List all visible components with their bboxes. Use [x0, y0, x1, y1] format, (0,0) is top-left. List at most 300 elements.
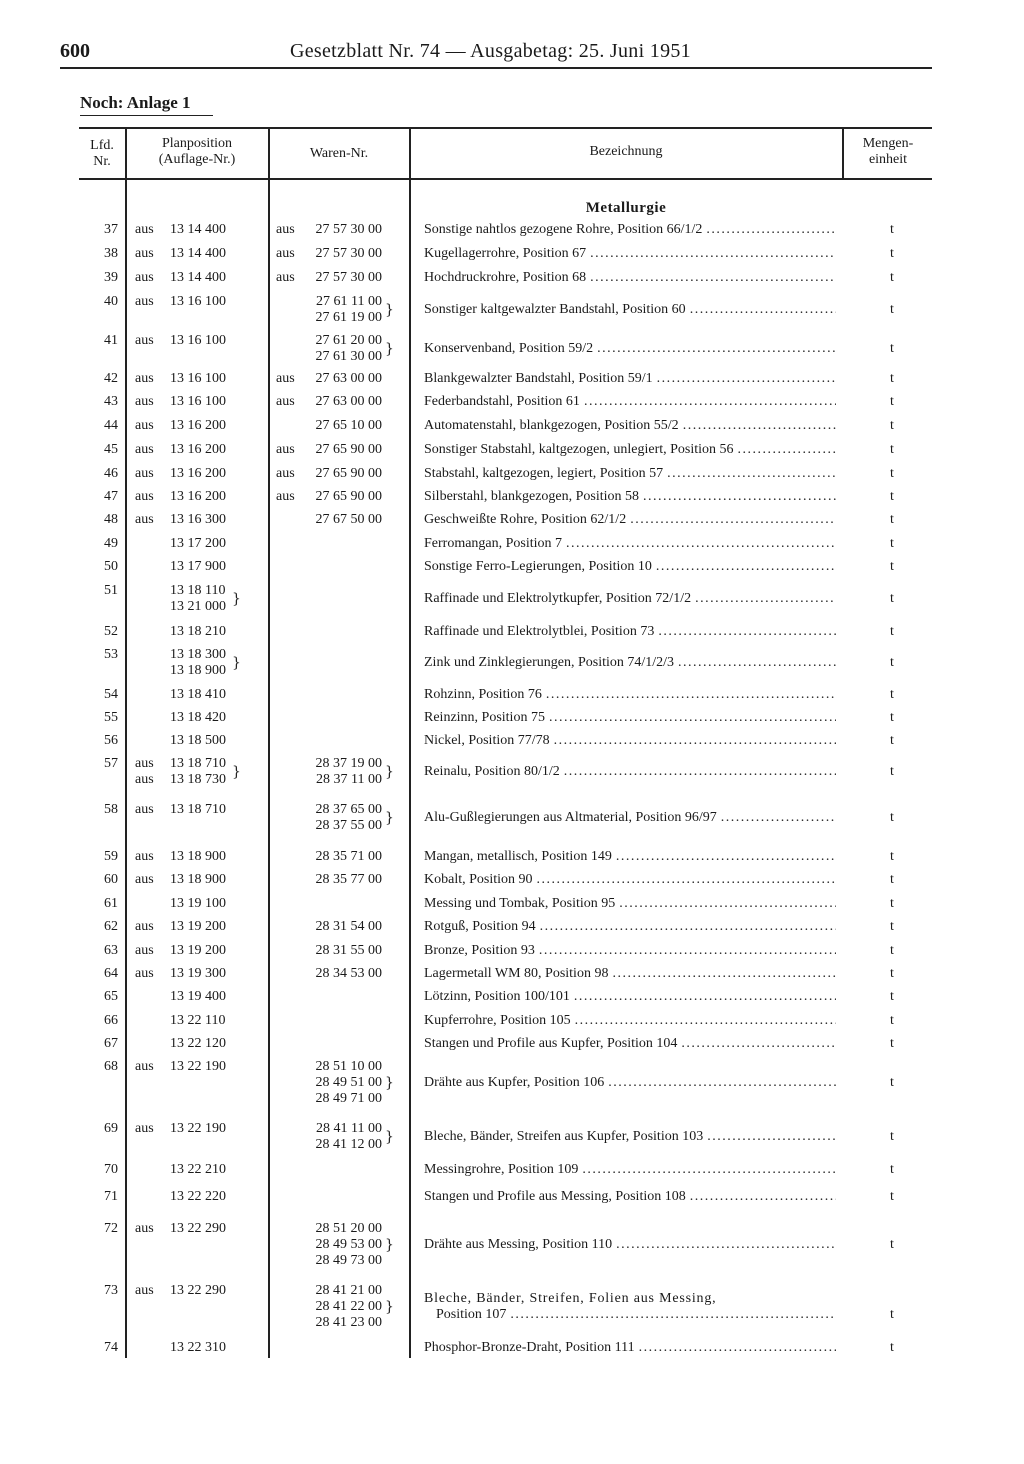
waren-number: 28 49 71 00: [315, 1091, 382, 1106]
row-number: 51: [104, 583, 118, 598]
mengeneinheit: t: [890, 418, 894, 433]
leader-dots: [695, 591, 836, 607]
leader-dots: [639, 1340, 836, 1356]
leader-dots: [510, 1307, 836, 1323]
aus-prefix: aus: [276, 371, 295, 386]
bezeichnung: [424, 687, 836, 703]
brace-icon: }: [385, 1075, 394, 1091]
row-number: 38: [104, 246, 118, 261]
aus-prefix: aus: [276, 394, 295, 409]
section-title: Metallurgie: [585, 200, 667, 216]
plan-position: 13 19 200: [170, 943, 226, 958]
waren-number: 27 65 90 00: [315, 442, 382, 457]
waren-number: 27 61 30 00: [315, 349, 382, 364]
mengeneinheit: t: [890, 591, 894, 606]
waren-number: 27 65 90 00: [315, 466, 382, 481]
aus-prefix: aus: [135, 418, 154, 433]
bezeichnung-text: Rotguß, Position 94: [424, 919, 536, 934]
table-row: [0, 989, 1024, 1005]
bezeichnung-text: Sonstige Ferro-Legierungen, Position 10: [424, 559, 652, 574]
table-row: [0, 1162, 1024, 1178]
mengeneinheit: t: [890, 687, 894, 702]
plan-position: 13 18 730: [170, 772, 226, 787]
waren-number: 27 61 20 00: [315, 333, 382, 348]
plan-position: 13 18 210: [170, 624, 226, 639]
bezeichnung-text: Drähte aus Messing, Position 110: [424, 1237, 613, 1252]
mengeneinheit: t: [890, 536, 894, 551]
plan-position: 13 16 100: [170, 294, 226, 309]
bezeichnung-line: [424, 687, 836, 703]
row-number: 65: [104, 989, 118, 1004]
mengeneinheit: t: [890, 624, 894, 639]
aus-prefix: aus: [276, 489, 295, 504]
leader-dots: [540, 919, 836, 935]
row-number: 74: [104, 1340, 118, 1355]
bezeichnung: [424, 624, 836, 640]
bezeichnung-text: Stangen und Profile aus Kupfer, Position 104: [424, 1036, 678, 1051]
plan-position: 13 22 290: [170, 1221, 226, 1236]
waren-number: 28 41 22 00: [315, 1299, 382, 1314]
bezeichnung: [424, 394, 836, 410]
row-number: 53: [104, 647, 118, 662]
bezeichnung-text: Federbandstahl, Position 61: [424, 394, 580, 409]
aus-prefix: aus: [135, 333, 154, 348]
bezeichnung: [424, 1189, 836, 1205]
plan-position: 13 16 100: [170, 371, 226, 386]
table-row: [0, 442, 1024, 458]
mengeneinheit: t: [890, 1189, 894, 1204]
row-number: 71: [104, 1189, 118, 1204]
bezeichnung: [424, 1129, 836, 1145]
row-number: 58: [104, 802, 118, 817]
bezeichnung: [424, 302, 836, 318]
aus-prefix: aus: [135, 270, 154, 285]
waren-number: 28 49 51 00: [315, 1075, 382, 1090]
table-row: [0, 559, 1024, 575]
mengeneinheit: t: [890, 302, 894, 317]
row-number: 47: [104, 489, 118, 504]
table-row: [0, 624, 1024, 640]
plan-position: 13 17 900: [170, 559, 226, 574]
waren-number: 28 34 53 00: [315, 966, 382, 981]
row-number: 55: [104, 710, 118, 725]
brace-icon: }: [385, 1129, 394, 1145]
bezeichnung: [424, 764, 836, 780]
row-number: 69: [104, 1121, 118, 1136]
plan-position: 13 18 110: [170, 583, 226, 598]
bezeichnung: [424, 710, 836, 726]
waren-number: 28 37 65 00: [315, 802, 382, 817]
table-row: [0, 371, 1024, 387]
leader-dots: [619, 896, 836, 912]
aus-prefix: aus: [135, 394, 154, 409]
bezeichnung: [424, 810, 836, 826]
plan-position: 13 18 500: [170, 733, 226, 748]
leader-dots: [566, 536, 836, 552]
plan-position: 13 16 200: [170, 442, 226, 457]
bezeichnung: [424, 371, 836, 387]
bezeichnung: [424, 442, 836, 458]
bezeichnung-line: [424, 270, 836, 286]
bezeichnung-line: [424, 341, 836, 357]
plan-position: 13 18 710: [170, 756, 226, 771]
bezeichnung-text: Geschweißte Rohre, Position 62/1/2: [424, 512, 627, 527]
header-title: Gesetzblatt Nr. 74 — Ausgabetag: 25. Juni 1951: [290, 40, 691, 62]
mengeneinheit: t: [890, 1162, 894, 1177]
bezeichnung: [424, 733, 836, 749]
plan-position: 13 18 420: [170, 710, 226, 725]
leader-dots: [690, 1189, 836, 1205]
bezeichnung-line: [424, 1340, 836, 1356]
waren-number: 28 49 53 00: [315, 1237, 382, 1252]
leader-dots: [721, 810, 836, 826]
leader-dots: [706, 222, 836, 238]
table-row: [0, 733, 1024, 749]
row-number: 56: [104, 733, 118, 748]
mengeneinheit: t: [890, 1013, 894, 1028]
bezeichnung-line: [424, 536, 836, 552]
aus-prefix: aus: [276, 442, 295, 457]
bezeichnung-line: [424, 1162, 836, 1178]
bezeichnung-line: [424, 1075, 836, 1091]
bezeichnung-text: Blankgewalzter Bandstahl, Position 59/1: [424, 371, 653, 386]
bezeichnung: [424, 1162, 836, 1178]
plan-position: 13 19 100: [170, 896, 226, 911]
row-number: 60: [104, 872, 118, 887]
row-number: 44: [104, 418, 118, 433]
waren-number: 27 61 11 00: [316, 294, 382, 309]
bezeichnung-text: Drähte aus Kupfer, Position 106: [424, 1075, 605, 1090]
bezeichnung-text: Ferromangan, Position 7: [424, 536, 563, 551]
plan-position: 13 22 220: [170, 1189, 226, 1204]
waren-number: 28 37 55 00: [315, 818, 382, 833]
plan-position: 13 14 400: [170, 246, 226, 261]
bezeichnung-line: [424, 943, 836, 959]
table-row: [0, 222, 1024, 238]
bezeichnung-line: [424, 512, 836, 528]
mengeneinheit: t: [890, 489, 894, 504]
row-number: 57: [104, 756, 118, 771]
aus-prefix: aus: [135, 943, 154, 958]
brace-icon: }: [385, 810, 394, 826]
bezeichnung: [424, 989, 836, 1005]
table-row: [0, 466, 1024, 482]
bezeichnung-text: Sonstiger Stabstahl, kaltgezogen, unlegiert, Position 56: [424, 442, 734, 457]
waren-number: 27 63 00 00: [315, 371, 382, 386]
leader-dots: [546, 687, 836, 703]
bezeichnung: [424, 849, 836, 865]
bezeichnung: [424, 270, 836, 286]
mengeneinheit: t: [890, 872, 894, 887]
bezeichnung: [424, 1075, 836, 1091]
column-header-waren: Waren-Nr.: [309, 146, 369, 161]
bezeichnung: [424, 872, 836, 888]
bezeichnung-text: Phosphor-Bronze-Draht, Position 111: [424, 1340, 635, 1355]
mengeneinheit: t: [890, 1340, 894, 1355]
waren-number: 28 51 20 00: [315, 1221, 382, 1236]
row-number: 39: [104, 270, 118, 285]
bezeichnung-line: [424, 466, 836, 482]
appendix-label: Noch: Anlage 1: [80, 93, 191, 112]
waren-number: 28 41 12 00: [315, 1137, 382, 1152]
leader-dots: [681, 1036, 836, 1052]
table-row: [0, 710, 1024, 726]
waren-number: 28 37 19 00: [315, 756, 382, 771]
brace-icon: }: [385, 341, 394, 357]
mengeneinheit: t: [890, 512, 894, 527]
waren-number: 27 61 19 00: [315, 310, 382, 325]
column-header-mengeneinheit: Mengen- einheit: [862, 136, 914, 167]
mengeneinheit: t: [890, 764, 894, 779]
row-number: 64: [104, 966, 118, 981]
bezeichnung-line: [424, 919, 836, 935]
leader-dots: [549, 710, 836, 726]
mengeneinheit: t: [890, 810, 894, 825]
bezeichnung: [424, 1340, 836, 1356]
table-row: [0, 1189, 1024, 1205]
bezeichnung-text: Reinalu, Position 80/1/2: [424, 764, 560, 779]
waren-number: 27 57 30 00: [315, 270, 382, 285]
aus-prefix: aus: [276, 246, 295, 261]
waren-number: 27 67 50 00: [315, 512, 382, 527]
table-row: [0, 943, 1024, 959]
bezeichnung-line: [424, 222, 836, 238]
bezeichnung-text: Messingrohre, Position 109: [424, 1162, 579, 1177]
bezeichnung-text: Kupferrohre, Position 105: [424, 1013, 571, 1028]
bezeichnung: [424, 512, 836, 528]
plan-position: 13 22 310: [170, 1340, 226, 1355]
waren-number: 27 57 30 00: [315, 222, 382, 237]
mengeneinheit: t: [890, 341, 894, 356]
leader-dots: [537, 872, 836, 888]
row-number: 67: [104, 1036, 118, 1051]
bezeichnung: [424, 943, 836, 959]
bezeichnung-line: [424, 371, 836, 387]
table-row: [0, 536, 1024, 552]
bezeichnung: [424, 222, 836, 238]
leader-dots: [564, 764, 836, 780]
table-row: [0, 1221, 1024, 1269]
bezeichnung-line: [424, 810, 836, 826]
mengeneinheit: t: [890, 710, 894, 725]
aus-prefix: aus: [135, 756, 154, 771]
leader-dots: [667, 466, 836, 482]
waren-number: 28 35 77 00: [315, 872, 382, 887]
plan-position: 13 22 190: [170, 1121, 226, 1136]
bezeichnung-text: Lagermetall WM 80, Position 98: [424, 966, 609, 981]
bezeichnung-line: [424, 849, 836, 865]
bezeichnung-line: [424, 655, 836, 671]
bezeichnung-text: Konservenband, Position 59/2: [424, 341, 594, 356]
table-row: [0, 394, 1024, 410]
mengeneinheit: t: [890, 655, 894, 670]
leader-dots: [590, 270, 836, 286]
leader-dots: [678, 655, 836, 671]
bezeichnung: [424, 591, 836, 607]
table-row: [0, 583, 1024, 615]
table-row: [0, 802, 1024, 834]
bezeichnung-text: Alu-Gußlegierungen aus Altmaterial, Position 96/97: [424, 810, 717, 825]
bezeichnung-text: Reinzinn, Position 75: [424, 710, 545, 725]
row-number: 66: [104, 1013, 118, 1028]
aus-prefix: aus: [135, 1283, 154, 1298]
waren-number: 28 37 11 00: [316, 772, 382, 787]
bezeichnung-text: Nickel, Position 77/78: [424, 733, 550, 748]
column-header-bezeichnung: Bezeichnung: [589, 144, 663, 159]
mengeneinheit: t: [890, 1075, 894, 1090]
column-header-planposition: Planposition (Auflage-Nr.): [158, 136, 236, 167]
brace-icon: }: [385, 1237, 394, 1253]
leader-dots: [575, 1013, 836, 1029]
aus-prefix: aus: [135, 294, 154, 309]
bezeichnung-line: [424, 442, 836, 458]
aus-prefix: aus: [276, 222, 295, 237]
mengeneinheit: t: [890, 394, 894, 409]
table-row: [0, 1036, 1024, 1052]
leader-dots: [658, 624, 836, 640]
bezeichnung-text: Raffinade und Elektrolytblei, Position 73: [424, 624, 655, 639]
brace-icon: }: [385, 302, 394, 318]
plan-position: 13 18 900: [170, 849, 226, 864]
mengeneinheit: t: [890, 559, 894, 574]
leader-dots: [539, 943, 836, 959]
mengeneinheit: t: [890, 1036, 894, 1051]
mengeneinheit: t: [890, 943, 894, 958]
aus-prefix: aus: [135, 1121, 154, 1136]
row-number: 59: [104, 849, 118, 864]
bezeichnung: [424, 341, 836, 357]
bezeichnung-line: [424, 246, 836, 262]
waren-number: 28 31 54 00: [315, 919, 382, 934]
row-number: 72: [104, 1221, 118, 1236]
waren-number: 28 41 21 00: [315, 1283, 382, 1298]
row-number: 63: [104, 943, 118, 958]
mengeneinheit: t: [890, 270, 894, 285]
bezeichnung-text: Bronze, Position 93: [424, 943, 535, 958]
aus-prefix: aus: [135, 1221, 154, 1236]
bezeichnung: [424, 655, 836, 671]
bezeichnung-line: [424, 302, 836, 318]
table-row: [0, 756, 1024, 788]
bezeichnung-line: [424, 733, 836, 749]
bezeichnung-line: [424, 1291, 836, 1307]
mengeneinheit: t: [890, 896, 894, 911]
mengeneinheit: t: [890, 222, 894, 237]
plan-position: 13 14 400: [170, 270, 226, 285]
bezeichnung: [424, 1291, 836, 1323]
aus-prefix: aus: [135, 222, 154, 237]
bezeichnung: [424, 466, 836, 482]
mengeneinheit: t: [890, 989, 894, 1004]
bezeichnung-text: Lötzinn, Position 100/101: [424, 989, 570, 1004]
mengeneinheit: t: [890, 966, 894, 981]
aus-prefix: aus: [135, 512, 154, 527]
bezeichnung-text: Bleche, Bänder, Streifen, Folien aus Messing,: [424, 1291, 717, 1306]
bezeichnung: [424, 559, 836, 575]
plan-position: 13 19 400: [170, 989, 226, 1004]
plan-position: 13 16 300: [170, 512, 226, 527]
aus-prefix: aus: [135, 442, 154, 457]
bezeichnung-text: Stabstahl, kaltgezogen, legiert, Position 57: [424, 466, 664, 481]
bezeichnung-line: [424, 1307, 836, 1323]
leader-dots: [608, 1075, 836, 1091]
aus-prefix: aus: [135, 802, 154, 817]
leader-dots: [683, 418, 836, 434]
bezeichnung-line: [424, 1129, 836, 1145]
waren-number: 27 63 00 00: [315, 394, 382, 409]
plan-position: 13 16 200: [170, 489, 226, 504]
bezeichnung-text: Stangen und Profile aus Messing, Position 108: [424, 1189, 686, 1204]
bezeichnung-text: Messing und Tombak, Position 95: [424, 896, 616, 911]
plan-position: 13 22 110: [170, 1013, 226, 1028]
table-row: [0, 1283, 1024, 1331]
row-number: 40: [104, 294, 118, 309]
table-row: [0, 1121, 1024, 1153]
mengeneinheit: t: [890, 371, 894, 386]
plan-position: 13 16 200: [170, 418, 226, 433]
leader-dots: [574, 989, 836, 1005]
column-header-lfd: Lfd. Nr.: [90, 138, 114, 169]
plan-position: 13 16 100: [170, 333, 226, 348]
plan-position: 13 19 200: [170, 919, 226, 934]
bezeichnung-text: Kugellagerrohre, Position 67: [424, 246, 587, 261]
bezeichnung-text: Hochdruckrohre, Position 68: [424, 270, 587, 285]
leader-dots: [707, 1129, 836, 1145]
row-number: 41: [104, 333, 118, 348]
mengeneinheit: t: [890, 849, 894, 864]
table-row: [0, 872, 1024, 888]
bezeichnung-text: Silberstahl, blankgezogen, Position 58: [424, 489, 640, 504]
leader-dots: [643, 489, 836, 505]
plan-position: 13 22 290: [170, 1283, 226, 1298]
plan-position: 13 16 200: [170, 466, 226, 481]
waren-number: 28 35 71 00: [315, 849, 382, 864]
waren-number: 27 65 10 00: [315, 418, 382, 433]
mengeneinheit: t: [890, 442, 894, 457]
row-number: 62: [104, 919, 118, 934]
bezeichnung-line: [424, 591, 836, 607]
bezeichnung: [424, 1237, 836, 1253]
table-row: [0, 294, 1024, 326]
leader-dots: [616, 1237, 836, 1253]
leader-dots: [612, 966, 836, 982]
bezeichnung-text: Raffinade und Elektrolytkupfer, Position 72/1/2: [424, 591, 692, 606]
bezeichnung: [424, 246, 836, 262]
leader-dots: [690, 302, 836, 318]
bezeichnung-text: Rohzinn, Position 76: [424, 687, 542, 702]
plan-position: 13 16 100: [170, 394, 226, 409]
row-number: 42: [104, 371, 118, 386]
mengeneinheit: t: [890, 246, 894, 261]
bezeichnung-line: [424, 489, 836, 505]
row-number: 54: [104, 687, 118, 702]
table-row: [0, 687, 1024, 703]
bezeichnung-line: [424, 989, 836, 1005]
row-number: 52: [104, 624, 118, 639]
row-number: 50: [104, 559, 118, 574]
leader-dots: [738, 442, 836, 458]
table-row: [0, 512, 1024, 528]
aus-prefix: aus: [135, 849, 154, 864]
plan-position: 13 22 120: [170, 1036, 226, 1051]
aus-prefix: aus: [135, 1059, 154, 1074]
page-number: 600: [60, 40, 90, 62]
bezeichnung-line: [424, 896, 836, 912]
row-number: 70: [104, 1162, 118, 1177]
plan-position: 13 18 410: [170, 687, 226, 702]
table-row: [0, 246, 1024, 262]
table-row: [0, 849, 1024, 865]
